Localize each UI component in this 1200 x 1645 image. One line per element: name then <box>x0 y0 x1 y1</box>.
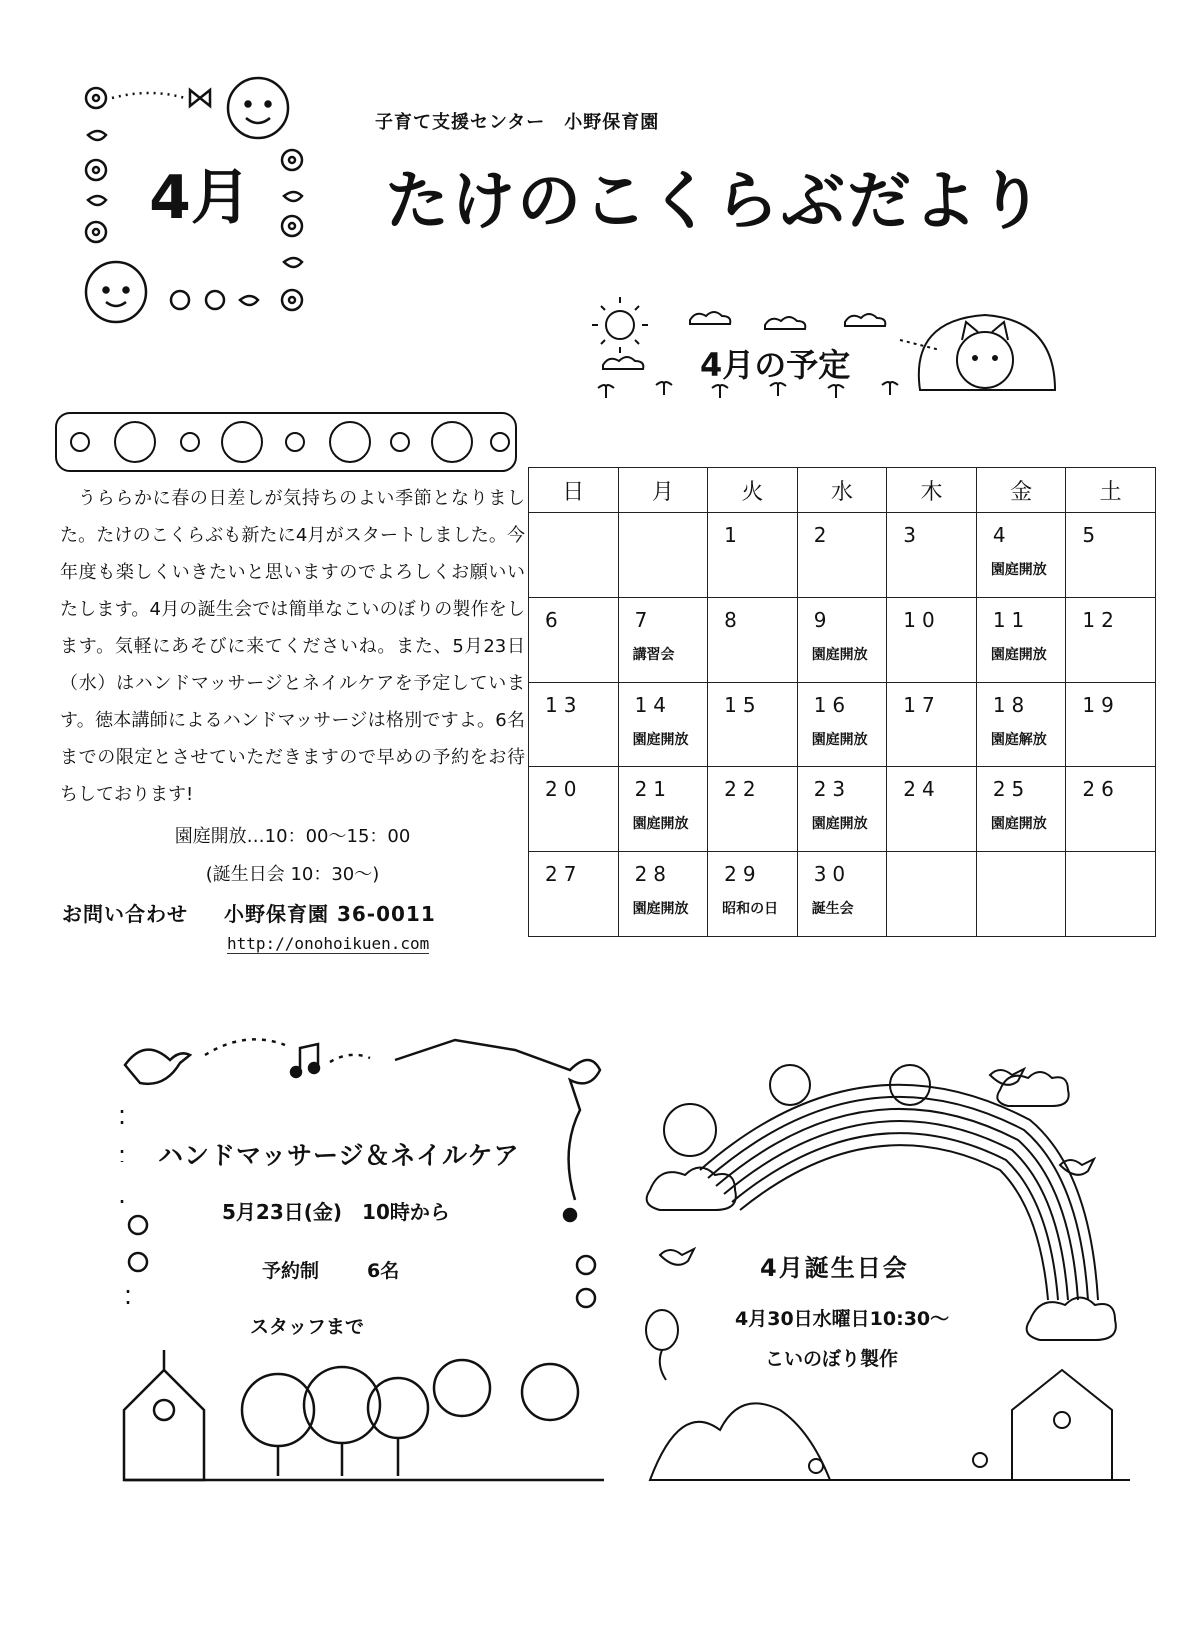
day-number: 16 <box>813 692 852 717</box>
calendar-day-cell <box>618 597 708 682</box>
calendar-day-cell <box>976 767 1066 852</box>
day-event-note: 園庭開放 <box>811 731 868 748</box>
bird-icon <box>125 1050 190 1084</box>
calendar-day-cell <box>976 852 1066 937</box>
day-number: 9 <box>813 607 833 632</box>
calendar-day-cell <box>529 513 619 598</box>
girl-face-icon <box>86 262 146 322</box>
calendar-day-cell <box>1066 513 1156 598</box>
day-number: 24 <box>903 777 941 802</box>
calendar-day-cell <box>708 597 798 682</box>
weekday-header: 木 <box>887 468 977 513</box>
child-girl-icon <box>434 1360 490 1416</box>
bear-face-icon <box>664 1104 716 1156</box>
weekday-header-row <box>529 468 1156 513</box>
day-number: 15 <box>724 692 762 717</box>
day-event-note: 園庭開放 <box>990 816 1047 833</box>
calendar-day-cell <box>529 597 619 682</box>
calendar-day-cell <box>529 682 619 767</box>
calendar-day-cell <box>618 852 708 937</box>
day-event-note: 講習会 <box>632 646 675 663</box>
calendar-day-cell <box>976 682 1066 767</box>
mountain-icon <box>650 1403 830 1480</box>
day-event-note: 園庭開放 <box>990 562 1047 578</box>
calendar-day-cell <box>887 767 977 852</box>
dog-face-icon <box>330 422 370 462</box>
calendar-week-row <box>529 513 1156 598</box>
weekday-header: 火 <box>708 468 798 513</box>
calendar-day-cell <box>1066 682 1156 767</box>
calendar-day-cell <box>618 513 708 598</box>
child-boy-icon <box>522 1364 578 1420</box>
day-number: 19 <box>1082 692 1120 717</box>
calendar-week-row <box>529 767 1156 852</box>
reservation-label: 予約制 <box>262 1260 320 1282</box>
day-number: 26 <box>1082 777 1120 802</box>
day-number: 29 <box>724 862 762 887</box>
bear-face-icon <box>115 422 155 462</box>
calendar-day-cell <box>887 597 977 682</box>
contact-label: お問い合わせ <box>62 902 188 926</box>
massage-event-title: ハンドマッサージ＆ネイルケア <box>158 1141 520 1170</box>
calendar-day-cell <box>708 513 798 598</box>
sun-icon <box>606 311 634 339</box>
day-number: 10 <box>903 607 941 632</box>
day-number: 2 <box>813 523 833 547</box>
day-event-note: 誕生会 <box>811 901 854 918</box>
day-number: 27 <box>545 862 583 887</box>
day-event-note: 園庭開放 <box>632 816 689 833</box>
weekday-header: 水 <box>797 468 887 513</box>
rabbit-face-icon <box>222 422 262 462</box>
day-number: 28 <box>634 862 673 887</box>
contact-name: 小野保育園 <box>223 902 329 926</box>
day-number: 20 <box>545 777 583 802</box>
day-number: 21 <box>634 777 673 802</box>
calendar-day-cell <box>529 767 619 852</box>
day-number: 8 <box>724 607 743 632</box>
day-event-note: 園庭開放 <box>632 731 689 748</box>
massage-event-date: 5月23日(金) 10時から <box>222 1200 450 1224</box>
birthday-event-craft: こいのぼり製作 <box>765 1348 899 1370</box>
calendar-day-cell <box>976 597 1066 682</box>
day-event-note: 昭和の日 <box>722 901 779 918</box>
rabbit-face-icon <box>770 1065 810 1105</box>
day-number: 18 <box>992 692 1031 717</box>
calendar-day-cell <box>797 513 887 598</box>
birthday-event-date: 4月30日水曜日10:30～ <box>735 1308 950 1330</box>
house-icon <box>1012 1370 1112 1480</box>
music-note-dot-icon <box>564 1209 576 1221</box>
balloon-icon <box>646 1310 678 1350</box>
contact-line <box>62 898 436 927</box>
day-number: 1 <box>724 523 743 547</box>
organization-name: 子育て支援センター 小野保育園 <box>375 112 660 133</box>
day-number: 12 <box>1082 607 1120 632</box>
day-number: 7 <box>634 607 654 632</box>
calendar-day-cell <box>797 852 887 937</box>
calendar-week-row <box>529 597 1156 682</box>
day-number: 14 <box>634 692 673 717</box>
weekday-header: 日 <box>529 468 619 513</box>
flower-icon <box>86 88 106 108</box>
calendar-day-cell <box>618 682 708 767</box>
calendar-week-row <box>529 682 1156 767</box>
cloud-icon <box>647 1168 736 1211</box>
capacity-label: 6名 <box>367 1260 400 1282</box>
calendar-day-cell <box>1066 767 1156 852</box>
day-event-note: 園庭開放 <box>811 816 868 833</box>
calendar-day-cell <box>618 767 708 852</box>
website-link[interactable]: http://onohoikuen.com <box>227 934 430 953</box>
day-number: 11 <box>992 607 1031 632</box>
day-event-note: 園庭開放 <box>632 901 689 918</box>
calendar-day-cell <box>1066 852 1156 937</box>
calendar-day-cell <box>797 767 887 852</box>
flower-icon <box>809 1459 823 1473</box>
intro-paragraph: うららかに春の日差しが気持ちのよい季節となりました。たけのこくらぶも新たに4月がスタートしました。今年度も楽しくいきたいと思いますのでよろしくお願いいたします。4月の誕生会では簡単なこいのぼりの製作をします。気軽にあそびに来てくださいね。また、5月23日（水）はハンドマッサージとネイルケアを予定しています。徳本講師によるハンドマッサージは格別ですよ。6名までの限定とさせていただきますので早めの予約をお待ちしております! <box>60 488 525 805</box>
day-number: 23 <box>813 777 852 802</box>
calendar-day-cell <box>1066 597 1156 682</box>
ribbon-icon <box>395 1040 600 1200</box>
school-building-icon <box>124 1350 204 1480</box>
calendar-day-cell <box>797 682 887 767</box>
day-event-note: 園庭開放 <box>990 646 1047 663</box>
month-label: 4月 <box>149 163 251 233</box>
day-event-note: 園庭開放 <box>811 646 868 663</box>
day-number: 17 <box>903 692 941 717</box>
day-event-note: 園庭解放 <box>990 731 1047 748</box>
massage-contact-staff: スタッフまで <box>250 1316 365 1338</box>
flower-icon <box>71 433 89 451</box>
newsletter-title: たけのこくらぶだより <box>385 165 1045 239</box>
day-number: 13 <box>545 692 583 717</box>
garden-open-hours: 園庭開放…10：00～15：00 <box>174 826 411 847</box>
calendar-day-cell <box>887 682 977 767</box>
weekday-header: 金 <box>976 468 1066 513</box>
day-number: 4 <box>992 523 1012 547</box>
calendar-day-cell <box>708 852 798 937</box>
day-number: 22 <box>724 777 762 802</box>
day-number: 25 <box>992 777 1031 802</box>
weekday-header: 土 <box>1066 468 1156 513</box>
day-number: 5 <box>1082 523 1102 547</box>
calendar-day-cell <box>887 852 977 937</box>
calendar-day-cell <box>887 513 977 598</box>
day-number: 30 <box>813 862 852 887</box>
calendar-day-cell <box>708 767 798 852</box>
day-number: 3 <box>903 523 922 547</box>
day-number: 6 <box>545 607 564 632</box>
calendar-day-cell <box>529 852 619 937</box>
birthday-party-time: (誕生日会 10：30～) <box>205 864 380 885</box>
calendar-day-cell <box>708 682 798 767</box>
schedule-calendar <box>528 467 1156 937</box>
schedule-title: 4月の予定 <box>700 346 851 384</box>
calendar-day-cell <box>976 513 1066 598</box>
flower-icon <box>129 1216 147 1234</box>
calendar-day-cell <box>797 597 887 682</box>
boy-face-icon <box>228 78 288 138</box>
cat-window-icon <box>919 315 1055 390</box>
contact-phone: 36-0011 <box>336 902 436 926</box>
mouse-face-icon <box>432 422 472 462</box>
bird-icon <box>990 1069 1024 1085</box>
butterfly-icon <box>190 90 210 106</box>
animal-banner-illustration <box>56 413 516 471</box>
massage-reservation <box>262 1256 399 1283</box>
birthday-event-title: 4月誕生日会 <box>760 1254 909 1282</box>
calendar-week-row <box>529 852 1156 937</box>
weekday-header: 月 <box>618 468 708 513</box>
cloud-icon <box>690 312 730 324</box>
